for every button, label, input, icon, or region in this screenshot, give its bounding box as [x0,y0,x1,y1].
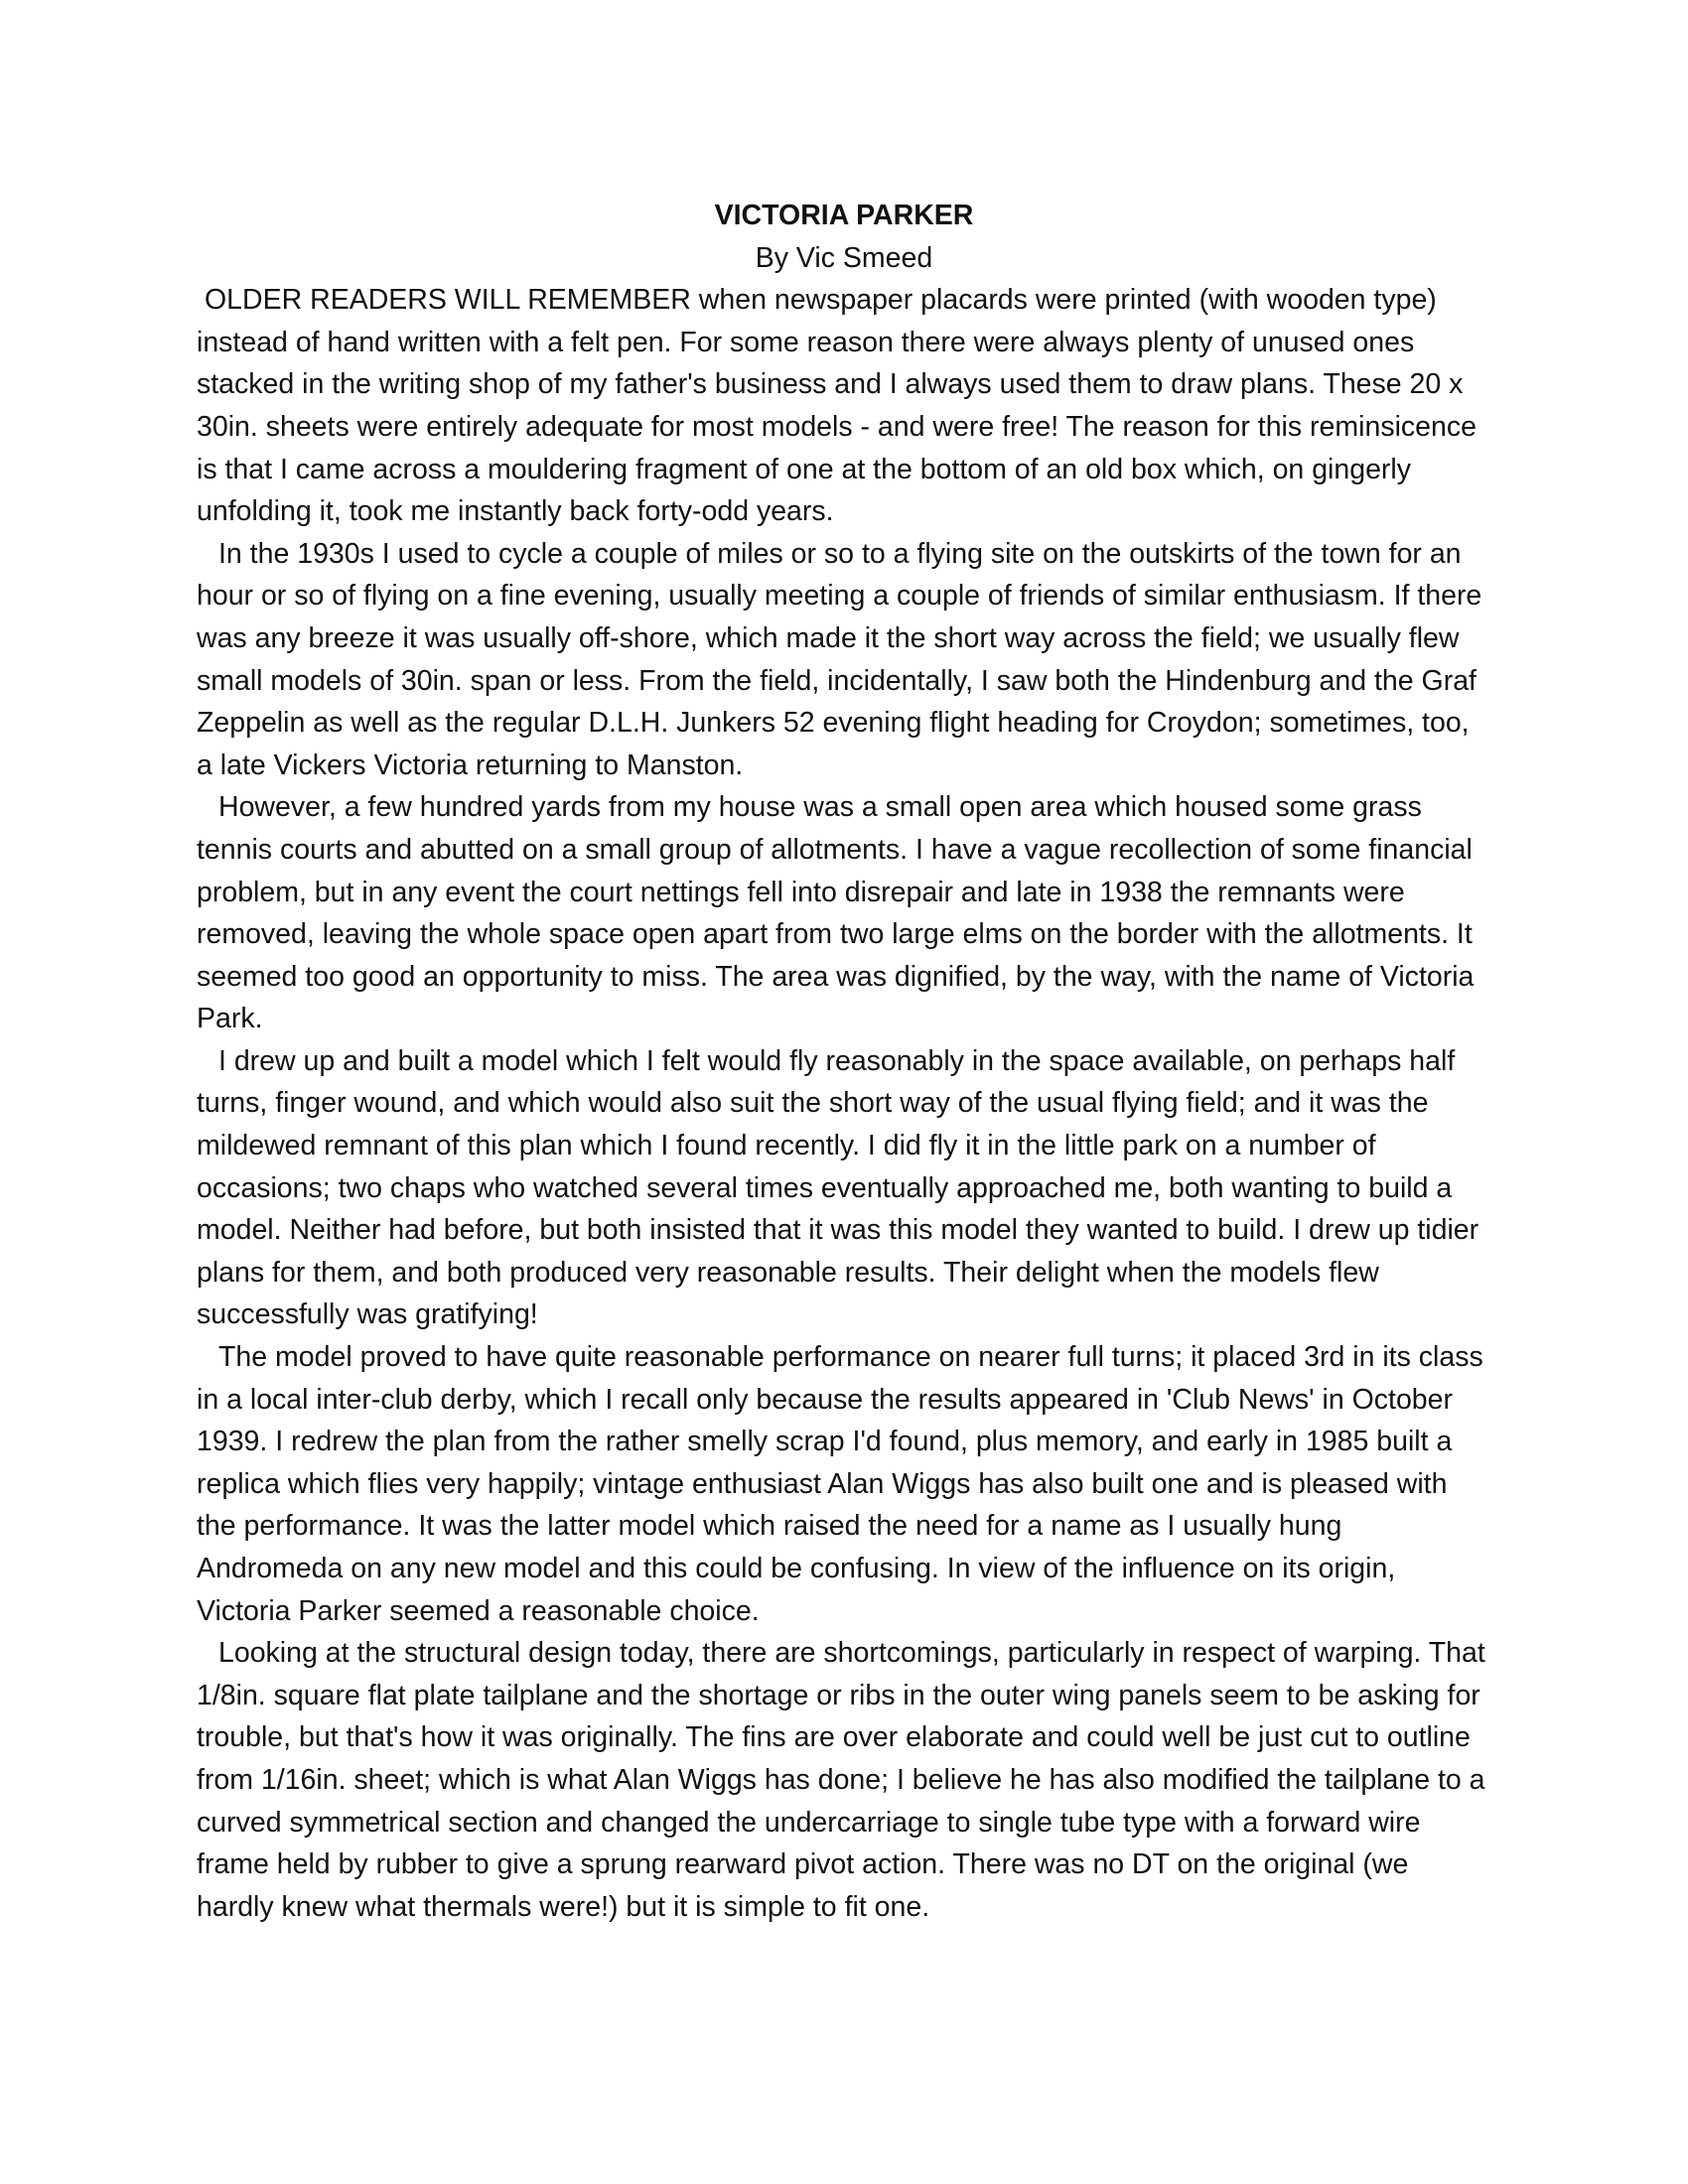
paragraph-text: I drew up and built a model which I felt would fly reasonably in the space available, on perhaps half turns, finger wound, and which would also suit the short way of the usual flying field; and it was the mildewed remnant of this plan which I found recently. I did fly it in the little park on a number of occasions; two chaps who watched several times eventually approached me, both wanting to build a model. Neither had before, but both insisted that it was this model they wanted to build. I drew up tidier plans for them, and both produced very reasonable results. Their delight when the models flew successfully was gratifying! [197,1044,1479,1331]
paragraph-text: Looking at the structural design today, there are shortcomings, particularly in respect of warping. That 1/8in. square flat plate tailplane and the shortage or ribs in the outer wing panels seem to be asking for trouble, but that's how it was originally. The fins are over elaborate and could well be just cut to outline from 1/16in. sheet; which is what Alan Wiggs has done; I believe he has also modified the tailplane to a curved symmetrical section and changed the undercarriage to single tube type with a forward wire frame held by rubber to give a sprung rearward pivot action. There was no DT on the original (we hardly knew what thermals were!) but it is simple to fit one. [197,1637,1485,1923]
paragraph-text: However, a few hundred yards from my house was a small open area which housed some grass tennis courts and abutted on a small group of allotments. I have a vague recollection of some financial problem, but in any event the court nettings fell into disrepair and late in 1938 the remnants were removed, leaving the whole space open apart from two large elms on the border with the allotments. It seemed too good an opportunity to miss. The area was dignified, by the way, with the name of Victoria Park. [197,791,1475,1035]
paragraph-6 [197,1632,1491,1928]
paragraph-4 [197,1040,1491,1336]
article-title: VICTORIA PARKER [714,200,974,231]
paragraph-2 [197,533,1491,787]
paragraph-text: OLDER READERS WILL REMEMBER when newspaper placards were printed (with wooden type) instead of hand written with a felt pen. For some reason there were always plenty of unused ones stacked in the writing shop of my father's business and I always used them to draw plans. These 20 x 30in. sheets were entirely adequate for most models - and were free! The reason for this reminsicence is that I came across a mouldering fragment of one at the bottom of an old box which, on gingerly unfolding it, took me instantly back forty-odd years. [197,284,1477,528]
paragraph-text: The model proved to have quite reasonable performance on nearer full turns; it placed 3rd in its class in a local inter-club derby, which I recall only because the results appeared in 'Club News' in October 1939. I redrew the plan from the rather smelly scrap I'd found, plus memory, and early in 1985 built a replica which flies very happily; vintage enthusiast Alan Wiggs has also built one and is pleased with the performance. It was the latter model which raised the need for a name as I usually hung Andromeda on any new model and this could be confusing. In view of the influence on its origin, Victoria Parker seemed a reasonable choice. [197,1341,1483,1627]
paragraph-5 [197,1336,1491,1632]
article-byline: By Vic Smeed [755,241,933,274]
paragraph-1 [197,279,1491,533]
article-page [197,195,1491,1928]
paragraph-text: In the 1930s I used to cycle a couple of miles or so to a flying site on the outskirts of the town for an hour or so of flying on a fine evening, usually meeting a couple of friends of similar enthusiasm. If there was any breeze it was usually off-shore, which made it the short way across the field; we usually flew small models of 30in. span or less. From the field, incidentally, I saw both the Hindenburg and the Graf Zeppelin as well as the regular D.L.H. Junkers 52 evening flight heading for Croydon; sometimes, too, a late Vickers Victoria returning to Manston. [197,537,1482,781]
paragraph-3 [197,786,1491,1040]
